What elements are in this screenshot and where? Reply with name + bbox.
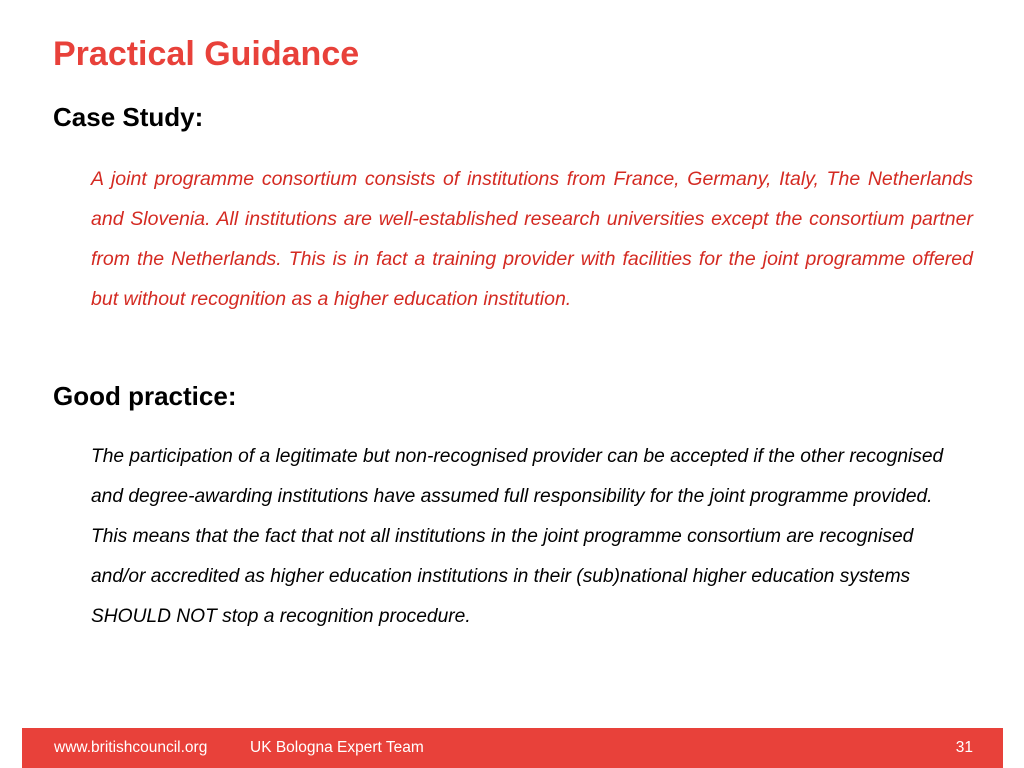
good-practice-text: The participation of a legitimate but non-recognised provider can be accepted if the other recognised and degree-awarding institutions have assumed full responsibility for the joint programme provided. This means that the fact that not all institutions in the joint programme consortium are recognised and/or accredited as higher education institutions in their (sub)national higher education systems SHOULD NOT stop a recognition procedure. <box>91 446 944 627</box>
footer-url: www.britishcouncil.org <box>54 739 208 756</box>
good-practice-heading: Good practice: <box>53 381 237 411</box>
footer-bar <box>22 728 1003 768</box>
case-study-heading: Case Study: <box>53 102 204 132</box>
page-number: 31 <box>955 739 973 756</box>
case-study-text: A joint programme consortium consists of institutions from France, Germany, Italy, The Netherlands and Slovenia. All institutions are well-established research universities except the consortium partner from the Netherlands. This is in fact a training provider with facilities for the joint programme offered but without recognition as a higher education institution. <box>91 168 973 310</box>
footer-team: UK Bologna Expert Team <box>250 739 424 756</box>
slide-title: Practical Guidance <box>53 35 360 73</box>
